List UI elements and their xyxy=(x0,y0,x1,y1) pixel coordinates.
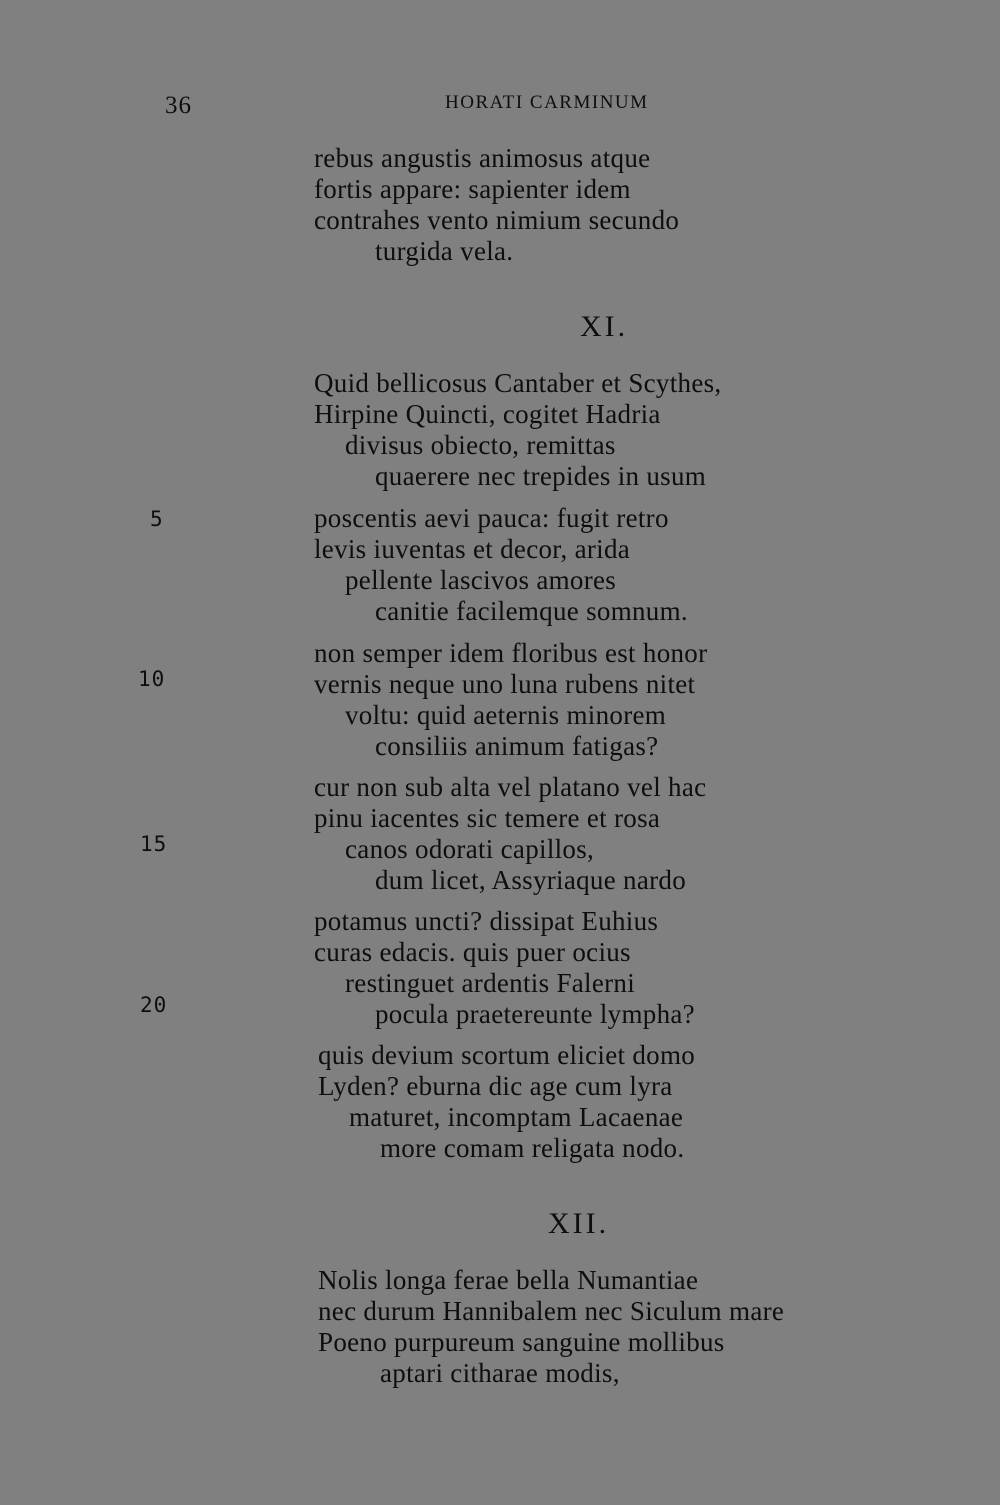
verse-line: Lyden? eburna dic age cum lyra xyxy=(318,1071,673,1101)
verse-line: restinguet ardentis Falerni xyxy=(345,968,636,998)
line-number: 10 xyxy=(138,667,166,691)
verse-line: canitie facilemque somnum. xyxy=(375,596,688,626)
verse-line: turgida vela. xyxy=(375,236,514,266)
ode-heading-xi: XI. xyxy=(580,310,629,343)
verse-line: consiliis animum fatigas? xyxy=(375,731,659,761)
line-number: 20 xyxy=(140,993,168,1017)
verse-line: Quid bellicosus Cantaber et Scythes, xyxy=(314,368,722,398)
verse-line: dum licet, Assyriaque nardo xyxy=(375,865,687,895)
verse-line: Nolis longa ferae bella Numantiae xyxy=(318,1265,699,1295)
running-title: HORATI CARMINUM xyxy=(445,92,649,113)
verse-line: Hirpine Quincti, cogitet Hadria xyxy=(314,399,661,429)
verse-line: aptari citharae modis, xyxy=(380,1358,620,1388)
verse-line: potamus uncti? dissipat Euhius xyxy=(314,906,659,936)
page-number: 36 xyxy=(165,92,192,119)
verse-line: nec durum Hannibalem nec Siculum mare xyxy=(318,1296,785,1326)
verse-line: canos odorati capillos, xyxy=(345,834,595,864)
verse-line: pellente lascivos amores xyxy=(345,565,617,595)
verse-line: poscentis aevi pauca: fugit retro xyxy=(314,503,669,533)
verse-line: curas edacis. quis puer ocius xyxy=(314,937,631,967)
ode-heading-xii: XII. xyxy=(548,1207,610,1240)
verse-line: voltu: quid aeternis minorem xyxy=(345,700,667,730)
verse-line: divisus obiecto, remittas xyxy=(345,430,616,460)
verse-line: fortis appare: sapienter idem xyxy=(314,174,631,204)
verse-line: more comam religata nodo. xyxy=(380,1133,685,1163)
line-number: 15 xyxy=(140,832,168,856)
verse-line: non semper idem floribus est honor xyxy=(314,638,708,668)
verse-line: quaerere nec trepides in usum xyxy=(375,461,707,491)
verse-line: maturet, incomptam Lacaenae xyxy=(349,1102,684,1132)
verse-line: vernis neque uno luna rubens nitet xyxy=(314,669,696,699)
line-number: 5 xyxy=(150,507,164,531)
verse-line: rebus angustis animosus atque xyxy=(314,143,651,173)
verse-line: pocula praetereunte lympha? xyxy=(375,999,695,1029)
verse-line: cur non sub alta vel platano vel hac xyxy=(314,772,707,802)
verse-line: contrahes vento nimium secundo xyxy=(314,205,680,235)
verse-line: pinu iacentes sic temere et rosa xyxy=(314,803,661,833)
verse-line: levis iuventas et decor, arida xyxy=(314,534,631,564)
verse-line: quis devium scortum eliciet domo xyxy=(318,1040,696,1070)
verse-line: Poeno purpureum sanguine mollibus xyxy=(318,1327,725,1357)
